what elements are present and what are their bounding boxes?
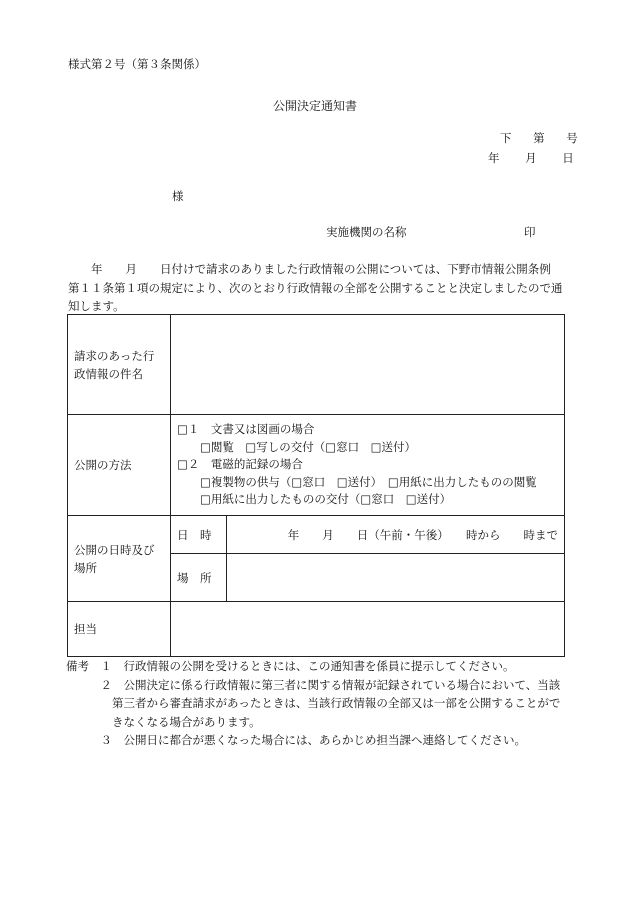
method-option-electronic-sub[interactable]: □用紙に出力したものの交付（□窓口 □送付）: [177, 492, 452, 507]
document-title: 公開決定通知書: [272, 99, 357, 113]
contact-person-field[interactable]: [171, 602, 565, 657]
notice-body-line: 第１１条第１項の規定により、次のとおり行政情報の全部を公開することと決定しましたので通: [68, 280, 563, 295]
remark-line: ３ 公開日に都合が悪くなった場合には、あらかじめ担当課へ連絡してください。: [66, 733, 526, 747]
issue-date: 年 月 日: [488, 151, 574, 165]
method-option-electronic[interactable]: □２ 電磁的記録の場合: [177, 457, 303, 472]
label-line: 政情報の件名: [74, 366, 143, 381]
table-row: [68, 315, 565, 415]
requested-info-title-field[interactable]: [171, 315, 565, 415]
seal-mark: 印: [524, 225, 536, 239]
addressee-honorific: 様: [172, 189, 184, 203]
remarks: [66, 657, 560, 750]
notice-body: [68, 260, 568, 316]
place-label: 場 所: [171, 554, 227, 602]
table-row: [68, 602, 565, 657]
label-line: 請求のあった行: [74, 348, 155, 363]
table-row: [68, 415, 565, 516]
document-number: 下 第 号: [500, 131, 578, 145]
remark-line: 第三者から審査請求があったときは、当該行政情報の全部又は一部を公開することがで: [66, 696, 561, 710]
method-option-documents[interactable]: □１ 文書又は図画の場合: [177, 422, 315, 437]
notice-body-line: 年 月 日付けで請求のありました行政情報の公開については、下野市情報公開条例: [68, 262, 551, 276]
disclosure-datetime-place-label: [68, 516, 171, 602]
remark-line: きなくなる場合があります。: [66, 714, 261, 729]
agency-name-label: 実施機関の名称: [326, 225, 407, 239]
datetime-label: 日 時: [171, 516, 227, 554]
remark-line: 備考 １ 行政情報の公開を受けるときには、この通知書を係員に提示してください。: [66, 659, 515, 673]
method-option-electronic-sub[interactable]: □複製物の供与（□窓口 □送付） □用紙に出力したものの閲覧: [177, 474, 537, 489]
form-number-label: 様式第２号（第３条関係）: [68, 57, 206, 71]
datetime-field[interactable]: 年 月 日（午前・午後） 時から 時まで: [227, 516, 565, 554]
disclosure-method-options: [171, 415, 565, 516]
disclosure-details-table: [67, 314, 565, 657]
method-option-documents-sub[interactable]: □閲覧 □写しの交付（□窓口 □送付）: [177, 439, 416, 454]
label-line: 場所: [74, 560, 97, 575]
notice-body-line: 知します。: [68, 299, 125, 313]
label-line: 公開の日時及び: [74, 542, 155, 557]
contact-person-label: 担当: [68, 602, 171, 657]
disclosure-method-label: 公開の方法: [68, 415, 171, 516]
table-row: [68, 516, 565, 554]
remark-line: ２ 公開決定に係る行政情報に第三者に関する情報が記録されている場合において、当該: [66, 677, 561, 692]
place-field[interactable]: [227, 554, 565, 602]
requested-info-title-label: [68, 315, 171, 415]
